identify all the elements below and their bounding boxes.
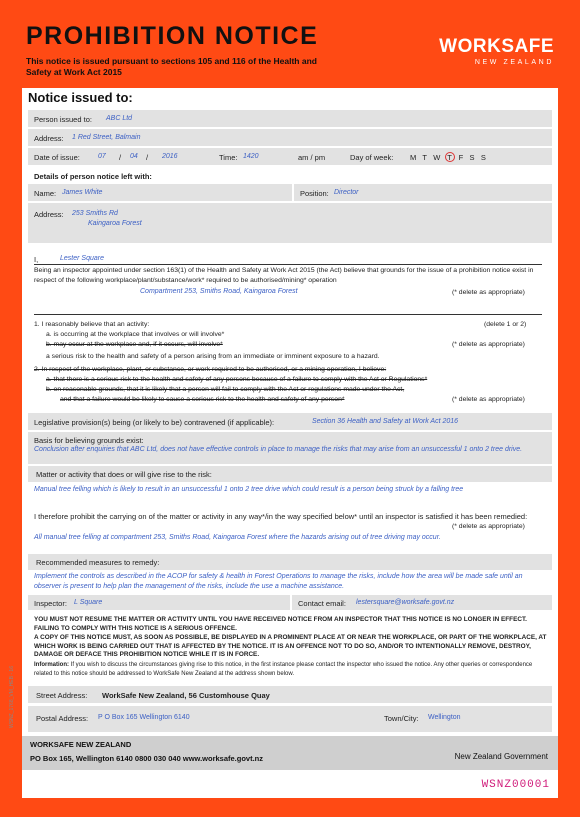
town-value: Wellington bbox=[428, 714, 461, 721]
date-label: Date of issue: bbox=[34, 153, 80, 162]
details-label: Details of person notice left with: bbox=[34, 172, 152, 181]
name-field[interactable]: James White bbox=[62, 189, 103, 196]
dow-sat[interactable]: S bbox=[469, 153, 475, 162]
postal-value: P O Box 165 Wellington 6140 bbox=[98, 714, 190, 721]
provisions-field[interactable]: Section 36 Health and Safety at Work Act 2016 bbox=[312, 418, 459, 425]
prohibit-field[interactable]: All manual tree felling at compartment 253, Smiths Road, Kaingaroa Forest where the hazards arising out of tree driving may occur. bbox=[34, 534, 441, 541]
warning-display: A COPY OF THIS NOTICE MUST, AS SOON AS POSSIBLE, BE DISPLAYED IN A PROMINENT PLACE AT OR NEAR THE WORKPLACE, OR PART OF THE WORKPLACE, AT WHICH WORK IS BEING CARRIED OUT THAT IS AFFECTED BY THE NOTICE. IT IS AN OFFENCE NOT TO DO SO, AND/OR TO INTENTIONALLY REMOVE, DESTROY, DAMAGE OR DEFACE THIS PROHIBITION NOTICE WHILE IT IS IN FORCE. bbox=[34, 634, 547, 658]
prohibit-text: I therefore prohibit the carrying on of the matter or activity in any way*/in the way specified below* until an inspector is satisfied it has been remedied: bbox=[34, 512, 528, 521]
dow-tue[interactable]: T bbox=[422, 153, 427, 162]
logo-main: WORKSAFE bbox=[439, 36, 554, 57]
page-subtitle: This notice is issued pursuant to sections 105 and 116 of the Health and Safety at Work Act 2015 bbox=[26, 56, 317, 77]
dow-fri[interactable]: F bbox=[458, 153, 464, 162]
date-year-field[interactable]: 2016 bbox=[162, 153, 178, 160]
logo-sub: NEW ZEALAND bbox=[474, 59, 554, 66]
inspector-label: Inspector: bbox=[34, 599, 67, 608]
section-title: Notice issued to: bbox=[28, 90, 133, 105]
delete-note: (* delete as appropriate) bbox=[452, 523, 525, 530]
inspector-name-field[interactable]: Lester Square bbox=[60, 255, 104, 262]
form-code: WSNZ00001 bbox=[481, 779, 550, 791]
dow-mon[interactable]: M bbox=[410, 153, 417, 162]
basis-label: Basis for believing grounds exist: bbox=[34, 436, 144, 445]
information-label: Information: bbox=[34, 662, 69, 668]
belief-item-2: 2. In respect of the workplace, plant, or substance, or work required to be authorised, or a mining operation, I believe: bbox=[34, 366, 387, 373]
email-label: Contact email: bbox=[298, 599, 346, 608]
remedy-label: Recommended measures to remedy: bbox=[36, 558, 160, 567]
divider bbox=[34, 314, 542, 315]
statement-text: Being an inspector appointed under section 163(1) of the Health and Safety at Work Act 2015 (the Act) believe that grounds for the issue of a prohibition notice exist in respect of the following workplace/plant/substance/work* required to be authorised/mining* operation bbox=[34, 267, 534, 284]
belief-item-1: 1. I reasonably believe that an activity: bbox=[34, 321, 150, 328]
address-field[interactable]: 1 Red Street, Balmain bbox=[72, 134, 141, 141]
position-row bbox=[294, 184, 552, 201]
date-day-field[interactable]: 07 bbox=[98, 153, 106, 160]
town-label: Town/City: bbox=[384, 714, 419, 723]
notice-sheet bbox=[9, 88, 558, 798]
provisions-label: Legislative provision(s) being (or likely to be) contravened (if applicable): bbox=[34, 418, 275, 427]
belief-1c: a serious risk to the health and safety of a person arising from an immediate or imminent exposure to a hazard. bbox=[46, 353, 380, 360]
position-label: Position: bbox=[300, 189, 329, 198]
time-label: Time: bbox=[219, 153, 238, 162]
remedy-field[interactable]: Implement the controls as described in the ACOP for safety & health in Forest Operations to manage the risks, include how the area will be made safe until an observer is present to help plan the management of the risks, include the use a machine assistance. bbox=[34, 573, 523, 590]
nz-government-logo: New Zealand Government bbox=[454, 752, 548, 761]
belief-2b: b. on reasonable grounds, that it is likely that a person will fail to comply with the Act or regulations made under the Act, bbox=[46, 386, 405, 393]
address2-line1[interactable]: 253 Smiths Rd bbox=[72, 210, 118, 217]
dow-sun[interactable]: S bbox=[480, 153, 486, 162]
street-label: Street Address: bbox=[36, 691, 88, 700]
footer-org: WORKSAFE NEW ZEALAND bbox=[30, 740, 132, 749]
time-field[interactable]: 1420 bbox=[243, 153, 259, 160]
date-separator: / bbox=[146, 153, 149, 162]
delete-note: (* delete as appropriate) bbox=[452, 396, 525, 403]
postal-label: Postal Address: bbox=[36, 714, 89, 723]
location-field[interactable]: Compartment 253, Smiths Road, Kaingaroa Forest bbox=[140, 288, 298, 295]
belief-1a: a. is occurring at the workplace that involves or will involve* bbox=[46, 331, 225, 338]
i-label: I, bbox=[34, 255, 39, 264]
warning-resume: YOU MUST NOT RESUME THE MATTER OR ACTIVITY UNTIL YOU HAVE RECEIVED NOTICE FROM AN INSPECTOR THAT THIS NOTICE IS NO LONGER IN EFFECT. FAILING TO COMPLY WITH THIS NOTICE IS A SERIOUS OFFENCE. bbox=[34, 616, 527, 632]
belief-2a: a. that there is a serious risk to the health and safety of any persons because of a failure to comply with the Act or Regulations* bbox=[46, 376, 428, 383]
position-field[interactable]: Director bbox=[334, 189, 359, 196]
address2-line2[interactable]: Kaingaroa Forest bbox=[88, 220, 142, 227]
footer-contact: PO Box 165, Wellington 6140 0800 030 040 www.worksafe.govt.nz bbox=[30, 754, 264, 763]
information-block bbox=[34, 661, 548, 678]
dow-label: Day of week: bbox=[350, 153, 394, 162]
delete-1-or-2: (delete 1 or 2) bbox=[484, 321, 527, 328]
side-form-code: WSNZ_1768_VM_HEB - 16 bbox=[9, 666, 15, 728]
belief-1b: b. may occur at the workplace and, if it occurs, will involve* bbox=[46, 341, 223, 348]
person-field[interactable]: ABC Ltd bbox=[106, 115, 133, 122]
basis-field[interactable]: Conclusion after enquiries that ABC Ltd, does not have effective controls in place to manage the risks that may arise from an unsuccessful 1 onto 2 tree drive. bbox=[34, 446, 523, 453]
date-separator: / bbox=[119, 153, 122, 162]
person-label: Person issued to: bbox=[34, 115, 92, 124]
name-label: Name: bbox=[34, 189, 57, 198]
dow-wed[interactable]: W bbox=[433, 153, 441, 162]
street-value: WorkSafe New Zealand, 56 Customhouse Quay bbox=[102, 691, 270, 700]
delete-note: (* delete as appropriate) bbox=[452, 341, 525, 348]
page-title: PROHIBITION NOTICE bbox=[26, 22, 319, 50]
belief-2c: and that a failure would be likely to cause a serious risk to the health and safety of any person* bbox=[60, 396, 345, 403]
delete-note: (* delete as appropriate) bbox=[452, 289, 525, 296]
worksafe-logo bbox=[439, 36, 554, 66]
email-field[interactable]: lestersquare@worksafe.govt.nz bbox=[356, 599, 455, 606]
information-text: If you wish to discuss the circumstances giving rise to this notice, in the first instance please contact the inspector who issued the notice. Any other queries or correspondence related to this notice should be addressed to WorkSafe New Zealand at the address shown below. bbox=[34, 662, 533, 677]
inspector-row bbox=[28, 595, 290, 610]
address-label: Address: bbox=[34, 134, 64, 143]
inspector-signature[interactable]: L Square bbox=[74, 599, 103, 606]
dow-thu-selected[interactable]: T bbox=[445, 152, 455, 162]
date-month-field[interactable]: 04 bbox=[130, 153, 138, 160]
time-ampm: am / pm bbox=[298, 153, 326, 162]
divider bbox=[34, 264, 542, 265]
matter-label: Matter or activity that does or will give rise to the risk: bbox=[36, 470, 212, 479]
dow-options[interactable] bbox=[410, 152, 486, 162]
matter-field[interactable]: Manual tree felling which is likely to result in an unsuccessful 1 onto 2 tree drive which could result is a person being struck by a falling tree bbox=[34, 486, 464, 493]
address2-label: Address: bbox=[34, 210, 64, 219]
